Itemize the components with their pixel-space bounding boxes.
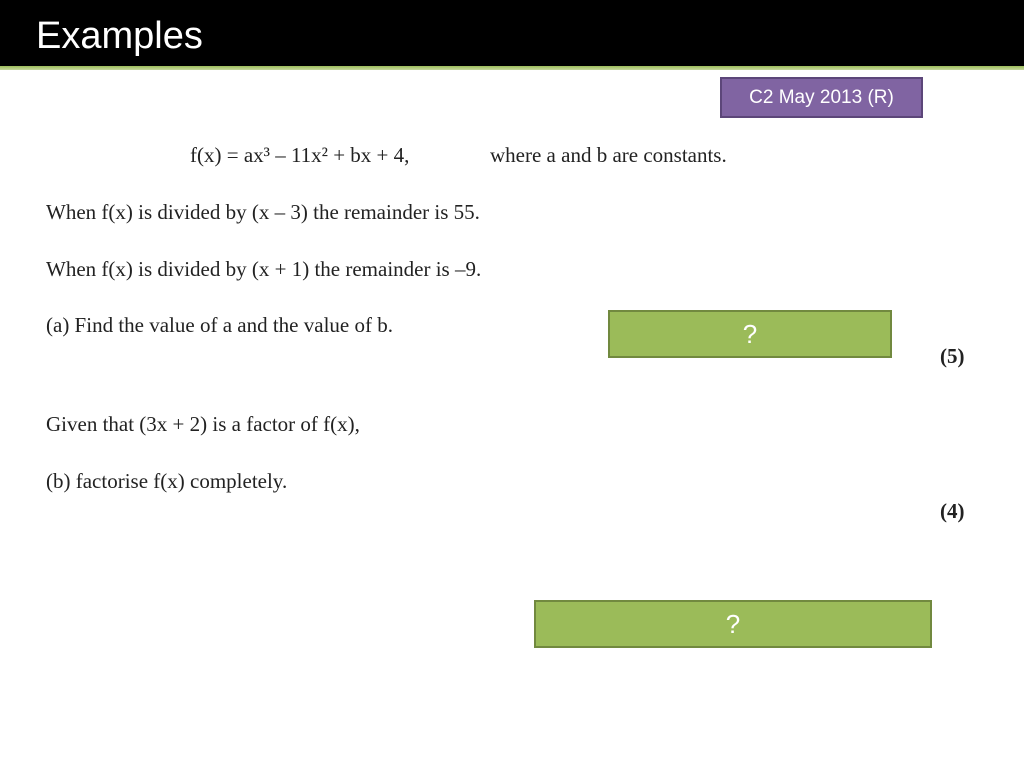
given-statement: Given that (3x + 2) is a factor of f(x), <box>46 412 360 436</box>
answer-a-reveal-button[interactable]: ? <box>608 310 892 358</box>
condition-1: When f(x) is divided by (x – 3) the remainder is 55. <box>46 200 480 224</box>
answer-b-reveal-button[interactable]: ? <box>534 600 932 648</box>
part-a-marks: (5) <box>940 344 965 368</box>
source-tag: C2 May 2013 (R) <box>720 77 923 118</box>
slide-title: Examples <box>36 15 203 57</box>
function-note: where a and b are constants. <box>490 143 727 167</box>
condition-2: When f(x) is divided by (x + 1) the remainder is –9. <box>46 257 482 281</box>
part-b-question: (b) factorise f(x) completely. <box>46 469 288 493</box>
part-a-question: (a) Find the value of a and the value of b. <box>46 313 393 337</box>
part-b-marks: (4) <box>940 499 965 523</box>
title-accent-line <box>0 66 1024 70</box>
function-definition: f(x) = ax³ – 11x² + bx + 4, <box>190 143 410 167</box>
title-bar <box>0 0 1024 66</box>
